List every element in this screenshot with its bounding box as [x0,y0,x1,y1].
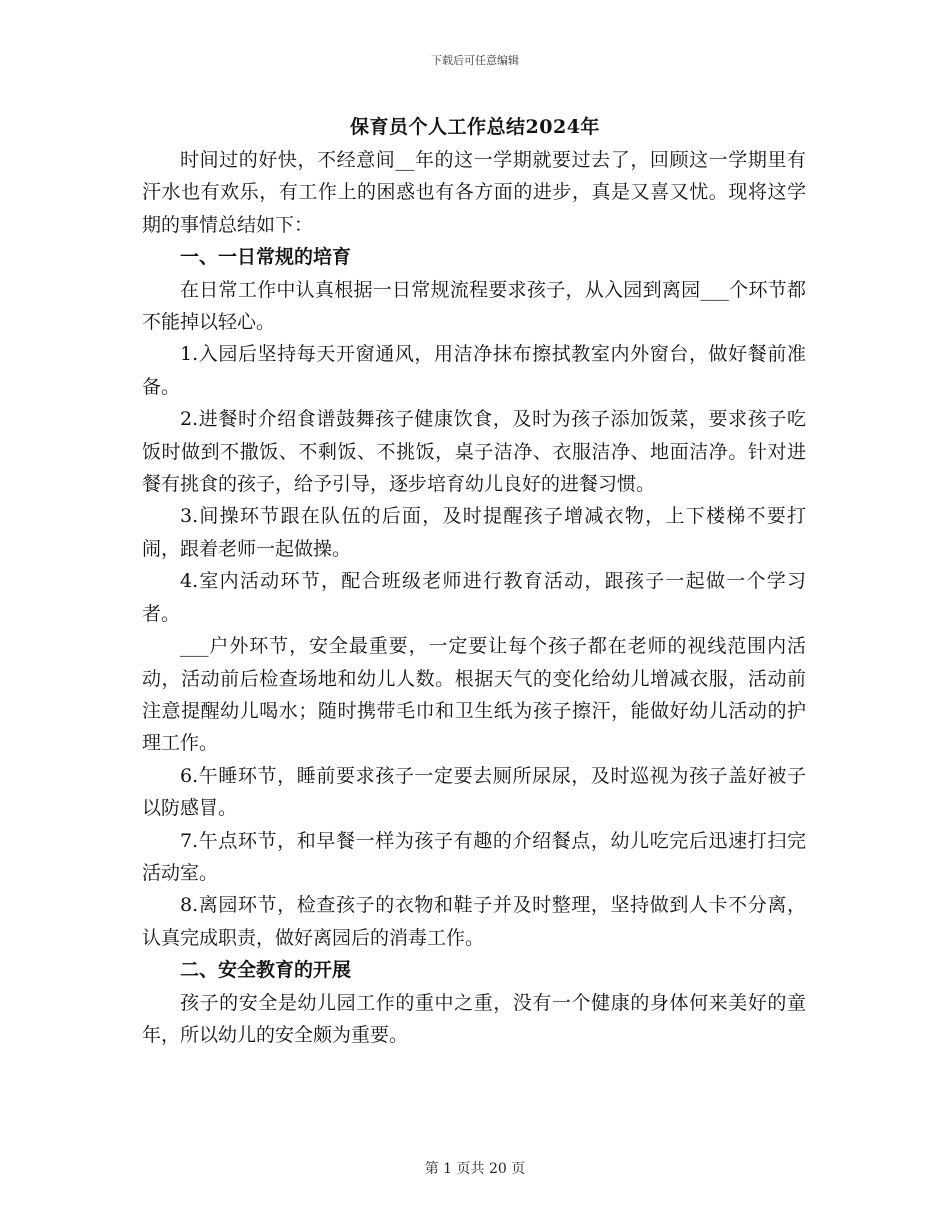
list-item: 7.午点环节，和早餐一样为孩子有趣的介绍餐点，幼儿吃完后迅速打扫完活动室。 [142,829,806,884]
document-body [142,144,806,1051]
list-item: 3.间操环节跟在队伍的后面，及时提醒孩子增减衣物，上下楼梯不要打闹，跟着老师一起做操。 [142,505,806,560]
list-item: 4.室内活动环节，配合班级老师进行教育活动，跟孩子一起做一个学习者。 [142,570,806,625]
section-heading-safety-education: 二、安全教育的开展 [180,959,352,982]
list-item: 2.进餐时介绍食谱鼓舞孩子健康饮食，及时为孩子添加饭菜，要求孩子吃饭时做到不撒饭、不剩饭、不挑饭，桌子洁净、衣服洁净、地面洁净。针对进餐有挑食的孩子，给予引导，逐步培育幼儿良好的进餐习惯。 [142,408,806,496]
section-heading-daily-routine: 一、一日常规的培育 [180,246,352,269]
list-item: ___户外环节，安全最重要，一定要让每个孩子都在老师的视线范围内活动，活动前后检查场地和幼儿人数。根据天气的变化给幼儿增减衣服，活动前注意提醒幼儿喝水；随时携带毛巾和卫生纸为孩子擦汗，能做好幼儿活动的护理工作。 [142,635,806,755]
list-item: 8.离园环节，检查孩子的衣物和鞋子并及时整理，坚持做到人卡不分离，认真完成职责，做好离园后的消毒工作。 [142,894,806,949]
list-item: 1.入园后坚持每天开窗通风，用洁净抹布擦拭教室内外窗台，做好餐前准备。 [142,343,806,398]
document-title: 保育员个人工作总结2024年 [350,116,600,138]
page-number: 第 1 页共 20 页 [424,1161,526,1177]
list-item: 6.午睡环节，睡前要求孩子一定要去厕所尿尿，及时巡视为孩子盖好被子以防感冒。 [142,764,806,820]
page-header-note: 下载后可任意编辑 [431,54,519,67]
paragraph-intro: 时间过的好快，不经意间__年的这一学期就要过去了，回顾这一学期里有汗水也有欢乐，有工作上的困惑也有各方面的进步，真是又喜又忧。现将这学期的事情总结如下： [142,149,806,236]
paragraph: 在日常工作中认真根据一日常规流程要求孩子，从入园到离园___个环节都不能掉以轻心。 [142,278,806,334]
paragraph: 孩子的安全是幼儿园工作的重中之重，没有一个健康的身体何来美好的童年，所以幼儿的安全颇为重要。 [142,991,806,1046]
